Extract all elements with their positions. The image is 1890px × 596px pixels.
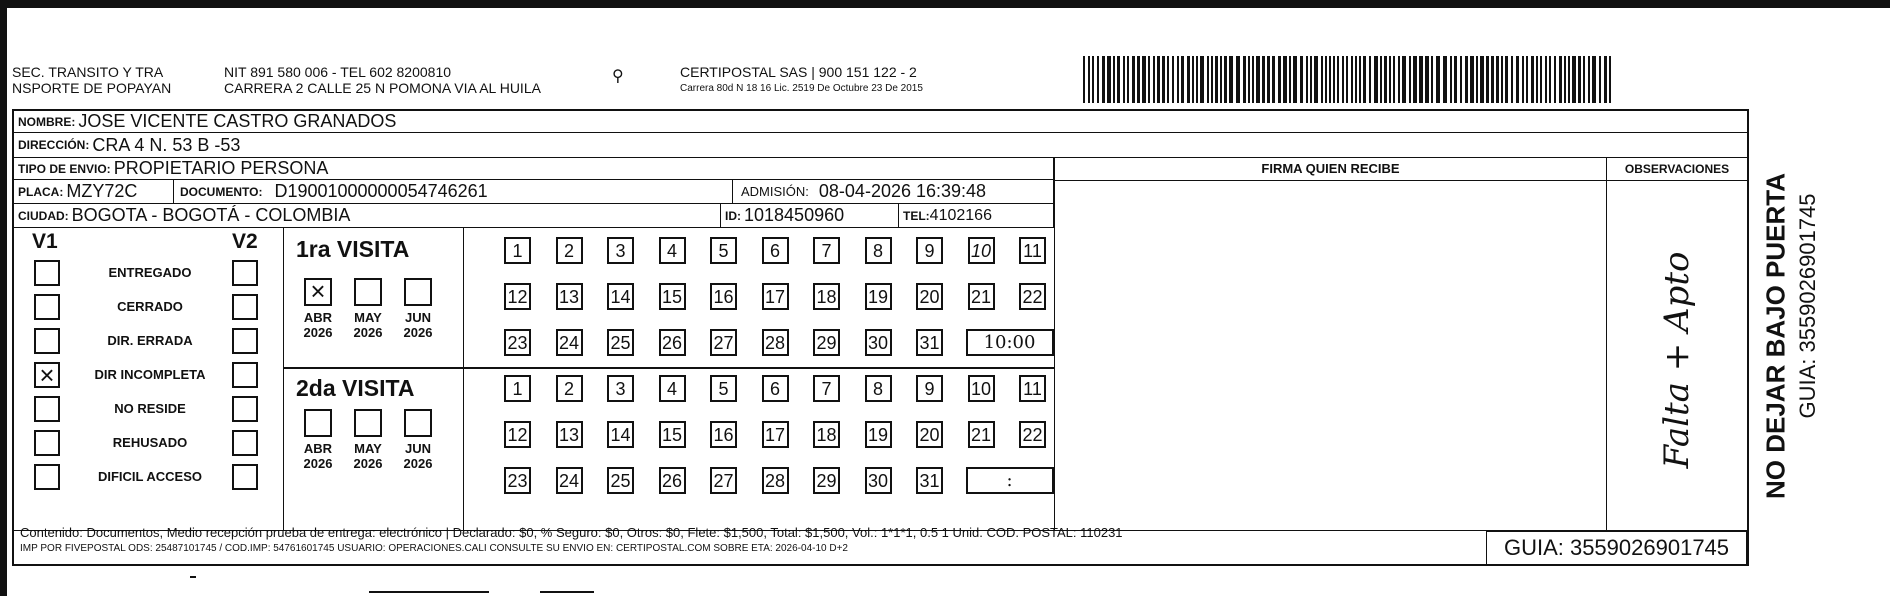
day-box[interactable]: 11 [1019,375,1046,402]
barcode-bar [1181,56,1184,103]
barcode-bar [1389,56,1391,103]
month-checkbox[interactable]: × [304,278,332,306]
barcode-bar [1604,56,1607,103]
barcode-bar [1127,56,1129,103]
barcode-bar [1329,56,1331,103]
barcode-bar [1564,56,1566,103]
day-box[interactable]: 20 [916,421,943,448]
tel-value: 4102166 [929,206,992,224]
day-box[interactable]: 31 [916,467,943,494]
day-box[interactable]: 4 [659,375,686,402]
month-year: 2026 [353,456,383,471]
barcode-bar [1342,56,1344,103]
visit1-months-section [284,228,464,367]
barcode-bar [1398,56,1400,103]
v1-checkbox[interactable] [34,464,60,490]
day-box[interactable]: 6 [762,237,789,264]
barcode-bar [1526,56,1528,103]
tipo-row [14,158,1054,180]
barcode-bar [1123,56,1125,103]
barcode-bar [1486,56,1489,103]
day-box[interactable]: 17 [762,421,789,448]
barcode-bar [1384,56,1387,103]
small-mark-icon: ⚲ [612,68,624,85]
day-box[interactable]: 3 [607,375,634,402]
carrier-line1: CERTIPOSTAL SAS | 900 151 122 - 2 [680,64,917,80]
visit2-months-section [284,369,464,531]
barcode-bar [1583,56,1585,103]
barcode-bar [1540,56,1542,103]
barcode-bar [1480,56,1484,103]
barcode-bar [1132,56,1135,103]
day-box[interactable]: 6 [762,375,789,402]
observaciones-area[interactable] [1606,180,1747,531]
day-box[interactable]: 10 [968,237,995,264]
barcode-bar [1393,56,1395,103]
day-box[interactable]: 1 [504,237,531,264]
day-box[interactable]: 25 [607,467,634,494]
month-label: ABR [303,441,333,456]
sender-line1: SEC. TRANSITO Y TRA [12,64,164,80]
barcode-bar [1196,56,1198,103]
barcode-bar [1117,56,1120,103]
barcode-bar [1306,56,1308,103]
barcode-bar [1333,56,1335,103]
month-year: 2026 [353,325,383,340]
day-box[interactable]: 27 [710,467,737,494]
barcode-bar [1229,56,1233,103]
v2-checkbox[interactable] [232,328,258,354]
day-box[interactable]: 5 [710,237,737,264]
day-box[interactable]: 25 [607,329,634,356]
barcode-bar [1431,56,1433,103]
barcode-bar [1599,56,1601,103]
admision-label: ADMISIÓN: [741,184,809,199]
barcode-bar [1113,56,1115,103]
barcode-bar [1476,56,1478,103]
barcode-bar [1425,56,1429,103]
v2-checkbox[interactable] [232,362,258,388]
barcode-bar [1443,56,1447,103]
observaciones-header: OBSERVACIONES [1606,158,1747,181]
day-box[interactable]: 21 [968,283,995,310]
barcode-bar [1511,56,1513,103]
no-dejar-warning: NO DEJAR BAJO PUERTA [1760,172,1791,500]
visit2-days-section [464,369,1054,531]
barcode-bar [1522,56,1524,103]
day-box[interactable]: 17 [762,283,789,310]
barcode-bar [1107,56,1111,103]
barcode-bar [1402,56,1406,103]
month-checkbox[interactable] [404,278,432,306]
barcode-bar [1588,56,1590,103]
barcode-bar [1102,56,1105,103]
barcode-bar [1450,56,1452,103]
day-box[interactable]: 8 [865,237,892,264]
day-box[interactable]: 14 [607,421,634,448]
day-box[interactable]: 13 [556,283,583,310]
barcode-bar [1167,56,1169,103]
barcode-bar [1207,56,1209,103]
day-box[interactable]: 14 [607,283,634,310]
sender-line2: NSPORTE DE POPAYAN [12,80,172,96]
day-box[interactable]: 12 [504,283,531,310]
day-box[interactable]: 13 [556,421,583,448]
v2-checkbox[interactable] [232,464,258,490]
observaciones-handwriting: Falta + Apto [1657,251,1697,469]
barcode-bar [1337,56,1339,103]
time-field[interactable]: 10:00 [966,329,1054,356]
nombre-row [14,111,1747,133]
day-box[interactable]: 22 [1019,421,1046,448]
v1-checkbox[interactable]: × [34,362,60,388]
barcode-bar [1559,56,1562,103]
barcode-bar [1153,56,1155,103]
sender-block [12,64,171,96]
ciudad-value: BOGOTA - BOGOTÁ - COLOMBIA [71,205,351,225]
day-box[interactable]: 1 [504,375,531,402]
day-box[interactable]: 9 [916,375,943,402]
ciudad-row [14,204,1054,228]
barcode-bar [1321,56,1323,103]
barcode-bar [1267,56,1270,103]
barcode-bar [1314,56,1318,103]
barcode-bar [1465,56,1468,103]
v2-checkbox[interactable] [232,430,258,456]
nit-line1: NIT 891 580 006 - TEL 602 8200810 [224,64,452,80]
barcode-bar [1609,56,1611,103]
month-checkbox[interactable] [304,409,332,437]
barcode-bar [1289,56,1291,103]
barcode-bar [1092,56,1094,103]
barcode-bar [1505,56,1508,103]
visit1-days-section [464,228,1054,367]
v1-checkbox[interactable] [34,328,60,354]
barcode-bar [1359,56,1361,103]
barcode [1083,56,1613,103]
status-label: REHUSADO [112,435,188,450]
day-box[interactable]: 16 [710,421,737,448]
day-box[interactable]: 7 [813,375,840,402]
day-box[interactable]: 24 [556,329,583,356]
barcode-bar [1568,56,1570,103]
barcode-bar [1554,56,1556,103]
scan-mark [540,591,594,593]
barcode-bar [1172,56,1174,103]
barcode-bar [1211,56,1213,103]
tipo-value: PROPIETARIO PERSONA [113,158,329,178]
v1-checkbox[interactable] [34,260,60,286]
barcode-bar [1409,56,1411,103]
day-box[interactable]: 9 [916,237,943,264]
barcode-bar [1162,56,1165,103]
barcode-bar [1278,56,1281,103]
v1-checkbox[interactable] [34,396,60,422]
day-box[interactable]: 8 [865,375,892,402]
status-label: DIR. ERRADA [107,333,193,348]
barcode-bar [1252,56,1254,103]
barcode-bar [1177,56,1179,103]
month-label: ABR [303,310,333,325]
barcode-bar [1460,56,1462,103]
v1-checkbox[interactable] [34,430,60,456]
day-box[interactable]: 16 [710,283,737,310]
day-box[interactable]: 18 [813,283,840,310]
nit-line2: CARRERA 2 CALLE 25 N POMONA VIA AL HUILA [224,80,541,96]
status-label: NO RESIDE [114,401,186,416]
time-field[interactable]: : [966,467,1054,494]
day-box[interactable]: 15 [659,421,686,448]
barcode-bar [1300,56,1303,103]
day-box[interactable]: 23 [504,329,531,356]
day-box[interactable]: 15 [659,283,686,310]
barcode-bar [1192,56,1194,103]
day-box[interactable]: 5 [710,375,737,402]
barcode-bar [1272,56,1275,103]
barcode-bar [1578,56,1581,103]
day-box[interactable]: 28 [762,467,789,494]
footer-guia: GUIA: 3559026901745 [1486,531,1747,564]
barcode-bar [1083,56,1085,103]
barcode-bar [1346,56,1348,103]
placa-label: PLACA: [18,184,64,199]
day-box[interactable]: 24 [556,467,583,494]
day-box[interactable]: 18 [813,421,840,448]
barcode-bar [1536,56,1538,103]
barcode-bar [1200,56,1204,103]
barcode-bar [1363,56,1366,103]
day-box[interactable]: 28 [762,329,789,356]
month-label: JUN [404,310,431,325]
shipping-form [12,109,1749,566]
scan-mark [190,576,196,578]
v1-checkbox[interactable] [34,294,60,320]
barcode-bar [1088,56,1090,103]
barcode-bar [1531,56,1534,103]
barcode-bar [1248,56,1250,103]
month-checkbox[interactable] [404,409,432,437]
status-label: CERRADO [117,299,183,314]
carrier-block [680,64,923,95]
barcode-bar [1374,56,1378,103]
day-box[interactable]: 19 [865,283,892,310]
barcode-bar [1224,56,1227,103]
v2-checkbox[interactable] [232,396,258,422]
day-box[interactable]: 19 [865,421,892,448]
tipo-label: TIPO DE ENVIO: [18,161,111,176]
barcode-bar [1501,56,1503,103]
month-label: JUN [404,441,431,456]
barcode-bar [1310,56,1312,103]
footer-text [20,525,1480,554]
firma-header: FIRMA QUIEN RECIBE [1054,158,1607,181]
footer-line2: IMP POR FIVEPOSTAL ODS: 25487101745 / COD.IMP: 54761601745 USUARIO: OPERACIONES.CALI CONSULTE SU ENVIO EN: CERTIPOSTAL.COM SOBRE ETA: 2026-04-10 D+2 [20,543,848,554]
day-box[interactable]: 22 [1019,283,1046,310]
day-box[interactable]: 10 [968,375,995,402]
barcode-bar [1572,56,1576,103]
visit1-title: 1ra VISITA [296,236,410,262]
day-box[interactable]: 29 [813,467,840,494]
id-label: ID: [725,208,741,223]
footer-line1: Contenido: Documentos, Medio recepción prueba de entrega: electrónico | Declarado: $0, % Seguro: $0, Otros: $0, Flete: $1,500, Total: $1,500, Vol.: 1*1*1, 0.5 1 Unid. COD. POSTAL: 110231 [20,525,1123,540]
nit-block [224,64,541,96]
barcode-bar [1256,56,1260,103]
barcode-bar [1496,56,1499,103]
day-box[interactable]: 3 [607,237,634,264]
barcode-bar [1592,56,1596,103]
barcode-bar [1215,56,1218,103]
month-year: 2026 [303,456,333,471]
placa-value: MZY72C [66,181,138,201]
day-box[interactable]: 23 [504,467,531,494]
admision-value: 08-04-2026 16:39:48 [818,181,987,201]
direccion-row [14,133,1747,158]
barcode-bar [1516,56,1519,103]
direccion-value: CRA 4 N. 53 B -53 [92,134,241,155]
day-box[interactable]: 29 [813,329,840,356]
day-box[interactable]: 26 [659,467,686,494]
barcode-bar [1549,56,1551,103]
month-year: 2026 [303,325,333,340]
nombre-value: JOSE VICENTE CASTRO GRANADOS [78,111,397,131]
barcode-bar [1454,56,1457,103]
barcode-bar [1283,56,1287,103]
v2-checkbox[interactable] [232,294,258,320]
barcode-bar [1293,56,1297,103]
month-label: MAY [354,310,382,325]
month-year: 2026 [403,325,433,340]
barcode-bar [1262,56,1265,103]
day-box[interactable]: 30 [865,467,892,494]
day-box[interactable]: 20 [916,283,943,310]
v2-checkbox[interactable] [232,260,258,286]
day-box[interactable]: 11 [1019,237,1046,264]
month-label: MAY [354,441,382,456]
day-box[interactable]: 31 [916,329,943,356]
barcode-bar [1419,56,1423,103]
barcode-bar [1436,56,1440,103]
day-box[interactable]: 30 [865,329,892,356]
side-guia: GUIA: 3559026901745 [1795,193,1820,419]
barcode-bar [1413,56,1417,103]
barcode-bar [1148,56,1150,103]
barcode-bar [1137,56,1140,103]
barcode-bar [1243,56,1246,103]
placa-row [14,180,1054,204]
barcode-bar [1355,56,1357,103]
barcode-bar [1220,56,1222,103]
documento-label: DOCUMENTO: [180,184,263,199]
barcode-bar [1142,56,1146,103]
barcode-bar [1545,56,1547,103]
scan-border-top [0,0,1890,8]
month-year: 2026 [403,456,433,471]
status-label: DIR INCOMPLETA [94,367,206,382]
day-box[interactable]: 7 [813,237,840,264]
barcode-bar [1187,56,1190,103]
month-checkbox[interactable] [354,409,382,437]
id-value: 1018450960 [744,205,845,225]
barcode-bar [1325,56,1327,103]
barcode-bar [1351,56,1353,103]
nombre-label: NOMBRE: [18,114,76,129]
barcode-bar [1491,56,1494,103]
day-box[interactable]: 27 [710,329,737,356]
day-box[interactable]: 12 [504,421,531,448]
status-section [14,228,284,531]
direccion-label: DIRECCIÓN: [18,138,90,152]
tel-label: TEL: [903,208,930,223]
barcode-bar [1097,56,1099,103]
day-box[interactable]: 4 [659,237,686,264]
v1-label: V1 [32,230,58,253]
barcode-bar [1470,56,1474,103]
day-box[interactable]: 2 [556,375,583,402]
scan-border-left [0,0,7,596]
day-box[interactable]: 26 [659,329,686,356]
carrier-line2: Carrera 80d N 18 16 Lic. 2519 De Octubre 23 De 2015 [680,83,923,94]
documento-value: D19001000000054746261 [274,181,488,201]
barcode-bar [1369,56,1371,103]
ciudad-label: CIUDAD: [18,208,69,223]
barcode-bar [1380,56,1382,103]
firma-area[interactable] [1054,180,1607,531]
day-box[interactable]: 21 [968,421,995,448]
barcode-bar [1236,56,1240,103]
v2-label: V2 [232,230,258,253]
status-label: DIFICIL ACCESO [97,469,202,484]
day-box[interactable]: 2 [556,237,583,264]
scan-mark [369,591,489,593]
status-label: ENTREGADO [108,265,192,280]
month-checkbox[interactable] [354,278,382,306]
visit2-title: 2da VISITA [296,375,415,401]
barcode-bar [1157,56,1160,103]
